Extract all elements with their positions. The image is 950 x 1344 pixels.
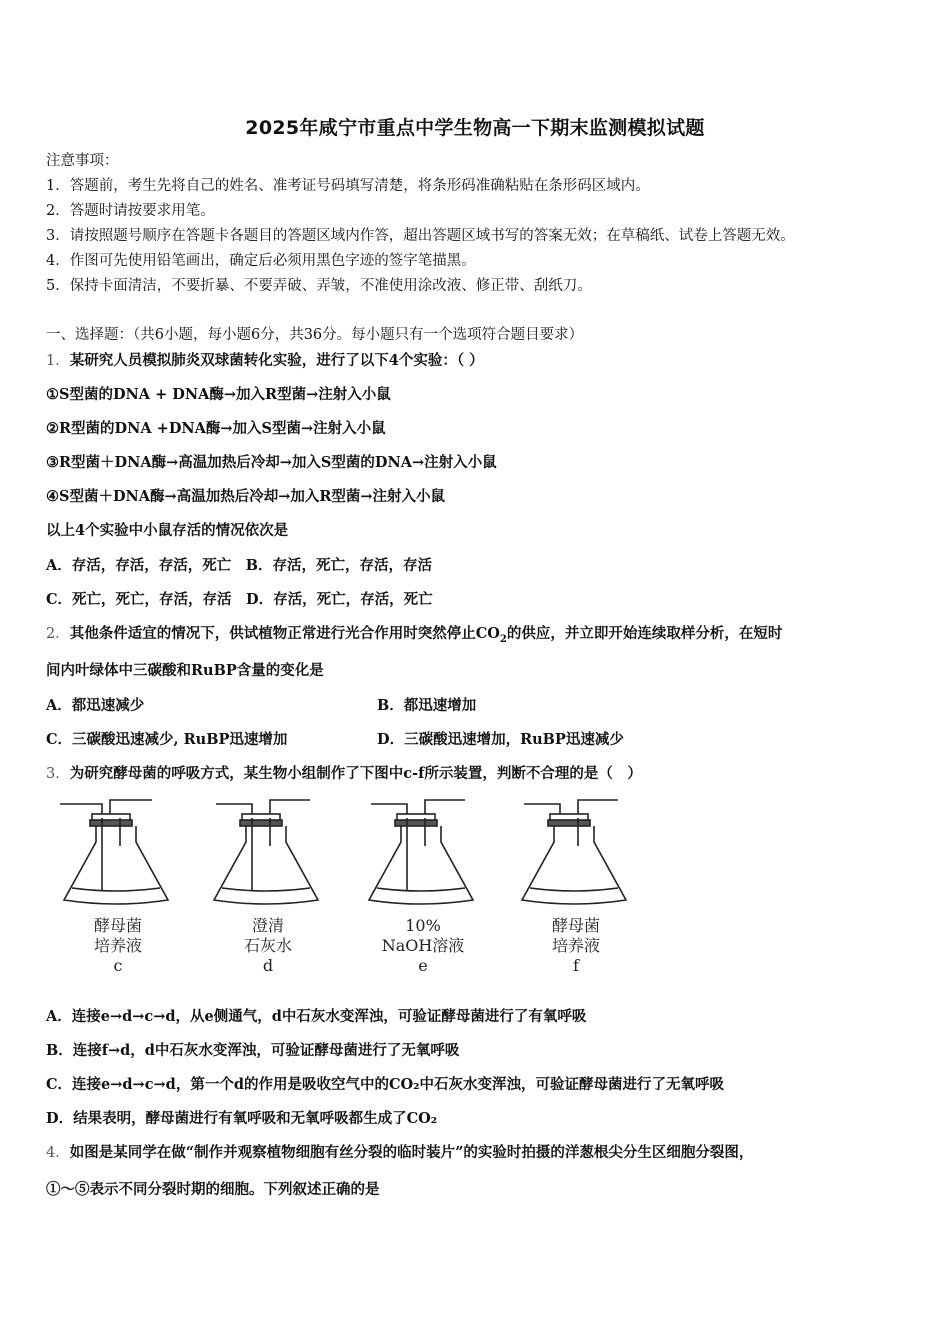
question-number: 1． [46, 353, 70, 369]
flask-f [522, 800, 626, 904]
q2-option-a: A．都迅速减少 [46, 697, 145, 714]
q1-experiment-3: ③R型菌＋DNA酶→高温加热后冷却→加入S型菌的DNA→注射入小鼠 [46, 454, 497, 471]
question-2-stem: 2．其他条件适宜的情况下，供试植物正常进行光合作用时突然停止$CO_2$的供应，并立即开始连续取样分析，在短时 [46, 625, 783, 645]
q2-option-c: C．三碳酸迅速减少, RuBP迅速增加 [46, 731, 288, 748]
notice-item: 3．请按照题号顺序在答题卡各题目的答题区域内作答，超出答题区域书写的答案无效；在草稿纸、试卷上答题无效。 [46, 228, 795, 244]
q3-option-d: D．结果表明，酵母菌进行有氧呼吸和无氧呼吸都生成了CO₂ [46, 1110, 438, 1127]
question-4-stem-cont: ①～⑤表示不同分裂时期的细胞。下列叙述正确的是 [46, 1181, 380, 1198]
flask-drawings [56, 796, 636, 916]
flask-d [214, 800, 318, 904]
flask-d-label: 澄清 石灰水 d [243, 916, 292, 975]
notice-heading: 注意事项： [46, 153, 119, 169]
section-heading: 一、选择题：（共6小题，每小题6分，共36分。每小题只有一个选项符合题目要求） [46, 327, 584, 343]
q3-option-b: B．连接f→d，d中石灰水变浑浊，可验证酵母菌进行了无氧呼吸 [46, 1042, 460, 1059]
q2-option-d: D．三碳酸迅速增加，RuBP迅速减少 [377, 731, 624, 748]
q2-option-b: B．都迅速增加 [377, 697, 477, 714]
question-4-stem: 4．如图是某同学在做“制作并观察植物细胞有丝分裂的临时装片”的实验时拍摄的洋葱根尖分生区细胞分裂图， [46, 1144, 754, 1161]
flask-e [369, 800, 473, 904]
question-number: 4． [46, 1145, 70, 1161]
flask-c [60, 800, 168, 904]
notice-item: 4．作图可先使用铅笔画出，确定后必须用黑色字迹的签字笔描黑。 [46, 253, 476, 269]
q1-options-cd: C．死亡，死亡，存活，存活 D．存活，死亡，存活，死亡 [46, 591, 433, 608]
q1-experiment-4: ④S型菌＋DNA酶→高温加热后冷却→加入R型菌→注射入小鼠 [46, 488, 446, 505]
question-number: 3． [46, 766, 70, 782]
flask-apparatus-figure [56, 796, 636, 981]
question-3-stem: 3．为研究酵母菌的呼吸方式，某生物小组制作了下图中c-f所示装置，判断不合理的是（ ） [46, 765, 642, 782]
q1-options-ab: A．存活，存活，存活，死亡 B．存活，死亡，存活，存活 [46, 557, 433, 574]
flask-e-label: 10% NaOH溶液 e [381, 916, 465, 975]
q1-experiment-2: ②R型菌的DNA +DNA酶→加入S型菌→注射入小鼠 [46, 420, 386, 437]
page-title: 2025年咸宁市重点中学生物高一下期末监测模拟试题 [245, 117, 705, 139]
notice-item: 1．答题前，考生先将自己的姓名、准考证号码填写清楚，将条形码准确粘贴在条形码区域内。 [46, 178, 650, 194]
notice-item: 5．保持卡面清洁，不要折暴、不要弄破、弄皱，不准使用涂改液、修正带、刮纸刀。 [46, 278, 592, 294]
q1-ask: 以上4个实验中小鼠存活的情况依次是 [46, 522, 289, 539]
q3-option-a: A．连接e→d→c→d，从e侧通气，d中石灰水变浑浊，可验证酵母菌进行了有氧呼吸 [46, 1008, 587, 1025]
q3-option-c: C．连接e→d→c→d，第一个d的作用是吸收空气中的CO₂中石灰水变浑浊，可验证酵母菌进行了无氧呼吸 [46, 1076, 724, 1093]
notice-item: 2．答题时请按要求用笔。 [46, 203, 215, 219]
question-1-stem: 1．某研究人员模拟肺炎双球菌转化实验，进行了以下4个实验：（ ） [46, 352, 484, 369]
q1-experiment-1: ①S型菌的DNA + DNA酶→加入R型菌→注射入小鼠 [46, 386, 391, 403]
question-2-stem-cont: 间内叶绿体中三碳酸和RuBP含量的变化是 [46, 662, 324, 679]
flask-c-label: 酵母菌 培养液 c [93, 916, 142, 975]
flask-f-label: 酵母菌 培养液 f [551, 916, 600, 975]
question-number: 2． [46, 626, 70, 642]
